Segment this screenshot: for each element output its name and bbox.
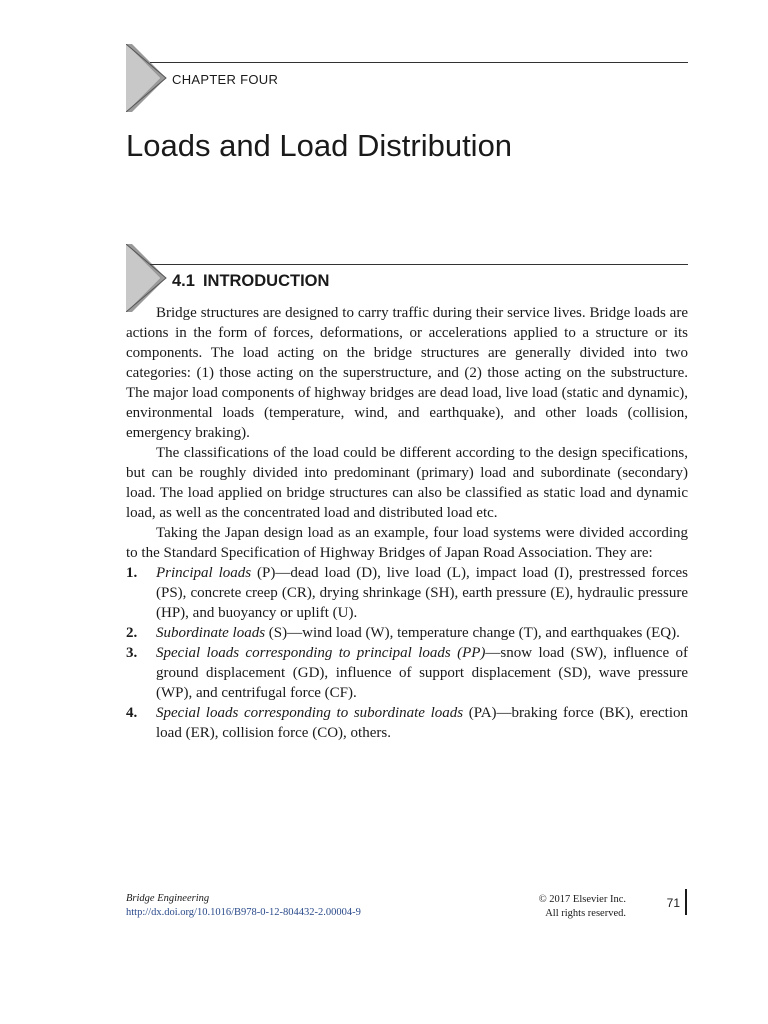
- section-rule: [150, 264, 688, 265]
- section-number: 4.1: [172, 272, 195, 290]
- footer-copyright: [500, 893, 626, 921]
- rights-line: All rights reserved.: [545, 908, 626, 919]
- list-item: [126, 643, 688, 703]
- list-lead: Special loads corresponding to subordinate loads: [156, 705, 464, 721]
- list-number: 1.: [126, 565, 138, 581]
- body-text: [126, 303, 688, 743]
- page-number-bar: [685, 889, 687, 915]
- section-chevron-icon: [126, 244, 170, 312]
- load-list: [126, 563, 688, 743]
- list-number: 3.: [126, 645, 138, 661]
- list-item: [126, 563, 688, 623]
- list-lead: Principal loads: [156, 565, 252, 581]
- page-title: Loads and Load Distribution: [126, 128, 513, 163]
- list-number: 4.: [126, 705, 138, 721]
- section-title: INTRODUCTION: [202, 272, 330, 290]
- chapter-label: CHAPTER FOUR: [172, 72, 279, 87]
- list-number: 2.: [126, 625, 138, 641]
- page-number: 71: [666, 896, 680, 910]
- paragraph: Bridge structures are designed to carry traffic during their service lives. Bridge loads are actions in the form of forces, deformations, or accelerations applied to a structure or its components. The load acting on the bridge structures are generally divided into two categories: (1) those acting on the superstructure, and (2) those acting on the substructure. The major load components of highway bridges are dead load, live load (static and dynamic), environmental loads (temperature, wind, and earthquake), and other loads (collision, emergency braking).: [126, 305, 688, 441]
- chapter-rule: [150, 62, 688, 63]
- list-item: [126, 703, 688, 743]
- footer-doi-link[interactable]: http://dx.doi.org/10.1016/B978-0-12-804432-2.00004-9: [126, 907, 361, 918]
- list-lead: Special loads corresponding to principal loads (PP): [156, 645, 486, 661]
- list-lead: Subordinate loads: [156, 625, 266, 641]
- list-item: [126, 623, 688, 643]
- paragraph: Taking the Japan design load as an example, four load systems were divided according to the Standard Specification of Highway Bridges of Japan Road Association. They are:: [126, 525, 688, 561]
- footer-book-title: Bridge Engineering: [126, 893, 210, 904]
- list-text: —snow load (SW), influence of ground displacement (GD), influence of support displacement (SD), wave pressure (WP), and centrifugal force (CF).: [156, 645, 688, 701]
- list-text: (PA)—braking force (BK), erection load (ER), collision force (CO), others.: [156, 705, 688, 741]
- copyright-line: © 2017 Elsevier Inc.: [538, 894, 626, 905]
- section-heading: [172, 272, 329, 291]
- list-text: (S)—wind load (W), temperature change (T), and earthquakes (EQ).: [265, 625, 680, 641]
- list-text: (P)—dead load (D), live load (L), impact load (I), prestressed forces (PS), concrete creep (CR), drying shrinkage (SH), earth pressure (E), hydraulic pressure (HP), and buoyancy or uplift (U).: [156, 565, 688, 621]
- chapter-chevron-icon: [126, 44, 170, 112]
- paragraph: The classifications of the load could be different according to the design specifications, but can be roughly divided into predominant (primary) load and subordinate (secondary) load. The load applied on bridge structures can also be classified as static load and dynamic load, as well as the concentrated load and distributed load etc.: [126, 445, 688, 521]
